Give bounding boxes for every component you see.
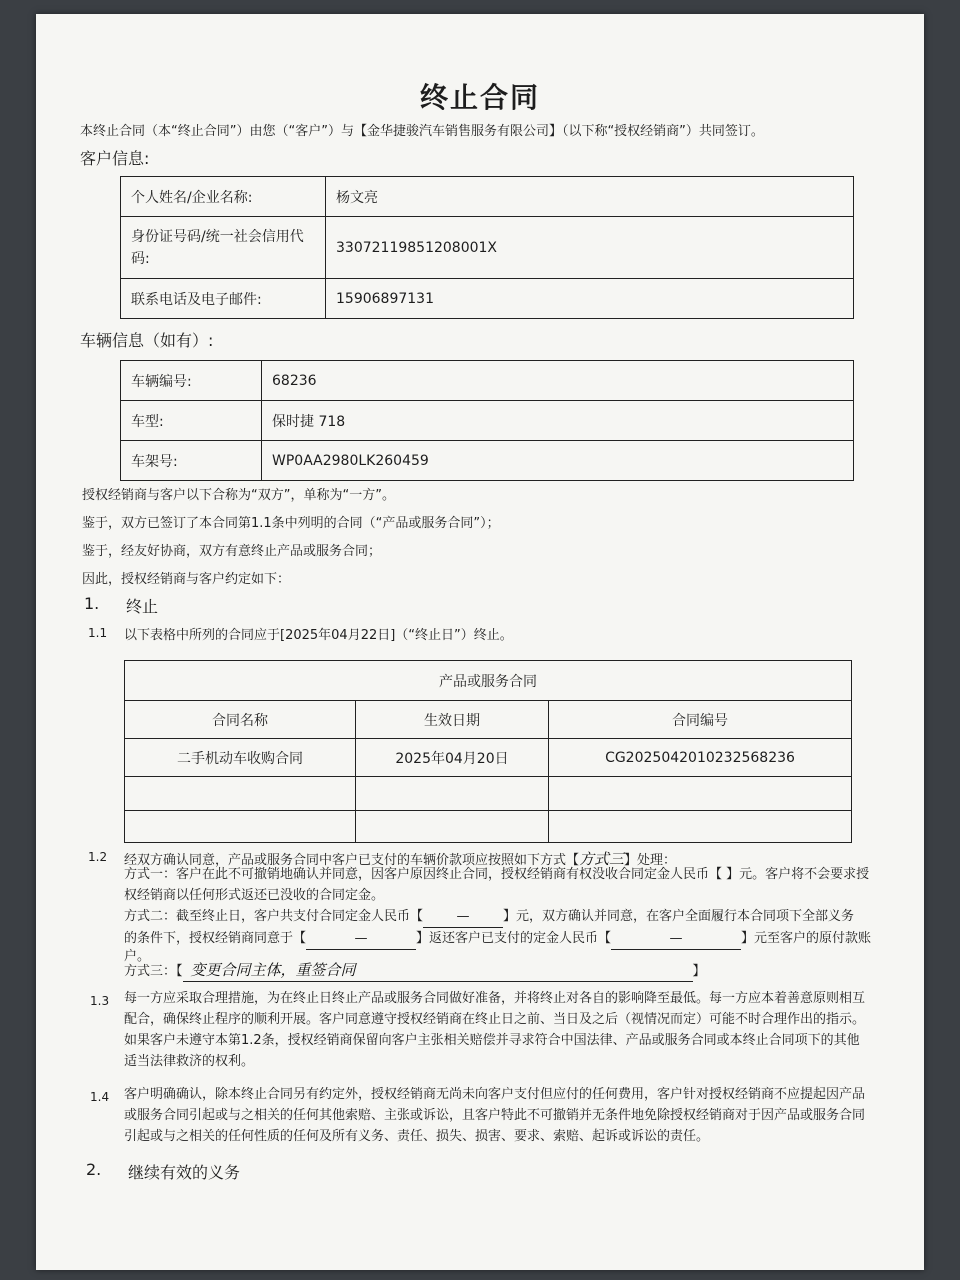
column-header: 合同名称 bbox=[125, 701, 356, 739]
section-2-title: 继续有效的义务 bbox=[128, 1163, 241, 1182]
clause-line: 引起或与之相关的任何性质的任何及所有义务、责任、损失、损害、要求、索赔、起诉或诉讼的责任。 bbox=[124, 1129, 710, 1144]
customer-id-label: 身份证号码/统一社会信用代码: bbox=[121, 217, 326, 279]
contract-table-caption: 产品或服务合同 bbox=[125, 661, 852, 701]
table-cell: 二手机动车收购合同 bbox=[125, 739, 356, 777]
blank-refund-date: — bbox=[306, 928, 416, 950]
customer-name-value: 杨文亮 bbox=[326, 177, 854, 217]
clause-1-4-text bbox=[124, 1084, 865, 1147]
method-two-line-1 bbox=[124, 906, 871, 928]
section-2-number: 2. bbox=[86, 1160, 102, 1179]
method-two bbox=[124, 906, 871, 964]
clause-line: 客户明确确认，除本终止合同另有约定外，授权经销商无尚未向客户支付但应付的任何费用，客户针对授权经销商不应提起因产品 bbox=[124, 1087, 866, 1102]
table-row bbox=[125, 811, 852, 843]
customer-contact-label: 联系电话及电子邮件: bbox=[121, 279, 326, 319]
clause-1-4-number: 1.4 bbox=[90, 1090, 110, 1104]
contract-table bbox=[124, 660, 852, 843]
method-two-text-b2: 】返还客户已支付的定金人民币【 bbox=[416, 931, 612, 946]
clause-1-2-text-after: 】处理： bbox=[624, 853, 677, 868]
customer-contact-value: 15906897131 bbox=[326, 279, 854, 319]
clause-line: 每一方应采取合理措施，为在终止日终止产品或服务合同做好准备，并将终止对各自的影响降至最低。每一方应本着善意原则相互 bbox=[124, 991, 866, 1006]
clause-line: 配合，确保终止程序的顺利开展。客户同意遵守授权经销商在终止日之前、当日及之后（视情况而定）可能不时合理作出的指示。 bbox=[124, 1012, 866, 1027]
customer-heading: 客户信息: bbox=[80, 149, 150, 168]
table-row bbox=[121, 279, 854, 319]
section-1-title: 终止 bbox=[126, 597, 159, 616]
clause-1-2-text-before: 经双方确认同意，产品或服务合同中客户已支付的车辆价款项应按照如下方式【 bbox=[124, 853, 580, 868]
column-header: 合同编号 bbox=[549, 701, 852, 739]
method-three-label: 方式三：【 bbox=[124, 964, 183, 979]
vehicle-heading: 车辆信息（如有）: bbox=[80, 331, 214, 350]
customer-name-label: 个人姓名/企业名称: bbox=[121, 177, 326, 217]
table-row bbox=[125, 701, 852, 739]
method-two-text-a1: 方式二：截至终止日，客户共支付合同定金人民币【 bbox=[124, 909, 424, 924]
method-three bbox=[124, 960, 706, 982]
table-row bbox=[121, 441, 854, 481]
clause-1-3-text bbox=[124, 988, 865, 1072]
table-row bbox=[125, 739, 852, 777]
clause-line: 或服务合同引起或与之相关的任何其他索赔、主张或诉讼，且客户特此不可撤销并无条件地免除授权经销商对于因产品或服务合同 bbox=[124, 1108, 866, 1123]
handwritten-method-three: 变更合同主体，重签合同 bbox=[183, 960, 693, 982]
table-row bbox=[125, 661, 852, 701]
table-cell bbox=[356, 777, 549, 811]
method-one-line-2: 权经销商以任何形式返还已没收的合同定金。 bbox=[124, 888, 385, 903]
clause-1-3-number: 1.3 bbox=[90, 994, 110, 1008]
handwritten-method-choice: 方式三 bbox=[579, 850, 625, 868]
table-cell bbox=[125, 777, 356, 811]
table-cell bbox=[125, 811, 356, 843]
blank-deposit-paid: — bbox=[423, 906, 503, 928]
customer-id-value: 33072119851208001X bbox=[326, 217, 854, 279]
vin-value: WP0AA2980LK260459 bbox=[262, 441, 854, 481]
table-cell: CG2025042010232568236 bbox=[549, 739, 852, 777]
table-cell bbox=[549, 811, 852, 843]
whereas-clause-2: 鉴于，经友好协商，双方有意终止产品或服务合同； bbox=[82, 544, 382, 559]
table-cell bbox=[356, 811, 549, 843]
parties-definition: 授权经销商与客户以下合称为“双方”，单称为“一方”。 bbox=[82, 488, 395, 503]
section-1-number: 1. bbox=[84, 594, 100, 613]
vehicle-model-value: 保时捷 718 bbox=[262, 401, 854, 441]
therefore-clause: 因此，授权经销商与客户约定如下： bbox=[82, 572, 291, 587]
clause-line: 适当法律救济的权利。 bbox=[124, 1054, 255, 1069]
method-one bbox=[124, 864, 869, 906]
intro-text: 本终止合同（本“终止合同”）由您（“客户”）与【金华捷骏汽车销售服务有限公司】（以下称“授权经销商”）共同签订。 bbox=[80, 124, 764, 139]
table-row bbox=[121, 361, 854, 401]
method-two-text-b1: 的条件下，授权经销商同意于【 bbox=[124, 931, 307, 946]
method-two-line-2 bbox=[124, 928, 871, 950]
method-two-text-b3: 】元至客户的原付款账 bbox=[741, 931, 872, 946]
clause-1-1-number: 1.1 bbox=[88, 626, 108, 640]
whereas-clause-1: 鉴于，双方已签订了本合同第1.1条中列明的合同（“产品或服务合同”）； bbox=[82, 516, 500, 531]
vehicle-model-label: 车型: bbox=[121, 401, 262, 441]
page-title: 终止合同 bbox=[419, 81, 540, 114]
contract-paper bbox=[36, 14, 924, 1270]
method-one-line-1: 方式一：客户在此不可撤销地确认并同意，因客户原因终止合同，授权经销商有权没收合同定金人民币【 】元。客户将不会要求授 bbox=[124, 867, 870, 882]
clause-line: 如果客户未遵守本第1.2条，授权经销商保留向客户主张相关赔偿并寻求符合中国法律、产品或服务合同或本终止合同项下的其他 bbox=[124, 1033, 860, 1048]
vehicle-info-table bbox=[120, 360, 854, 481]
blank-refund-amount: — bbox=[611, 928, 741, 950]
clause-1-1-text: 以下表格中所列的合同应于[2025年04月22日]（“终止日”）终止。 bbox=[124, 628, 513, 643]
table-cell: 2025年04月20日 bbox=[356, 739, 549, 777]
table-row bbox=[125, 777, 852, 811]
customer-info-table bbox=[120, 176, 854, 319]
method-two-line-3: 户。 bbox=[124, 949, 151, 964]
table-row bbox=[121, 217, 854, 279]
vin-label: 车架号: bbox=[121, 441, 262, 481]
method-two-text-a2: 】元，双方确认并同意，在客户全面履行本合同项下全部义务 bbox=[503, 909, 855, 924]
column-header: 生效日期 bbox=[356, 701, 549, 739]
table-row bbox=[121, 177, 854, 217]
method-three-close: 】 bbox=[692, 964, 706, 979]
table-row bbox=[121, 401, 854, 441]
vehicle-number-value: 68236 bbox=[262, 361, 854, 401]
table-cell bbox=[549, 777, 852, 811]
clause-1-2-number: 1.2 bbox=[88, 850, 108, 864]
vehicle-number-label: 车辆编号: bbox=[121, 361, 262, 401]
